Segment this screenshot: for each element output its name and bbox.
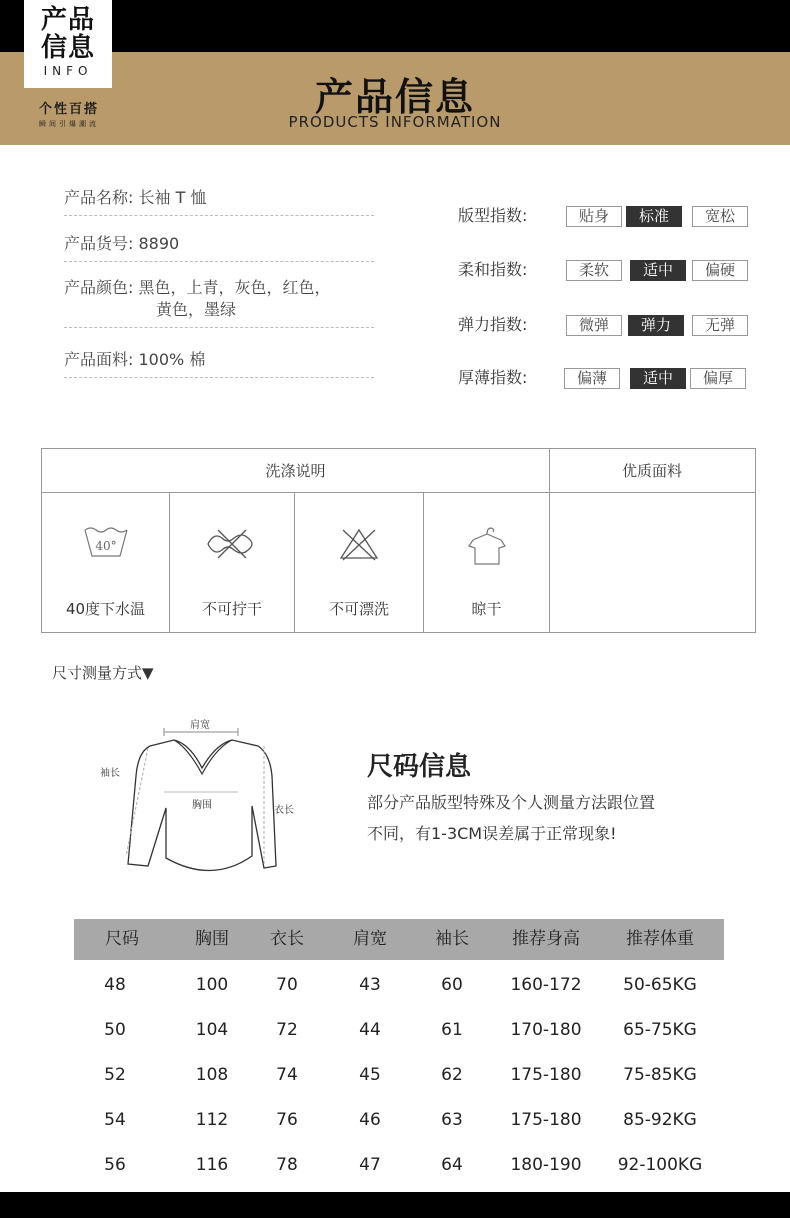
no-bleach-icon: [337, 524, 381, 564]
shirt-diagram: [92, 716, 302, 886]
index-label: 弹力指数:: [458, 315, 528, 334]
product-color-row: [64, 277, 374, 328]
slogan-text: 个性百搭: [38, 102, 99, 117]
size-note-line-1: 部分产品版型特殊及个人测量方法跟位置: [367, 793, 656, 812]
wash-item-label: 40度下水温: [65, 600, 146, 618]
logo-main-2: 信息: [40, 33, 95, 63]
table-cell: 92-100KG: [617, 1155, 703, 1175]
wash-item-label: 不可漂洗: [328, 600, 389, 618]
table-cell: 75-85KG: [623, 1065, 697, 1085]
table-cell: 48: [104, 975, 126, 995]
column-header: 衣长: [270, 929, 304, 949]
table-cell: 65-75KG: [623, 1020, 697, 1040]
diagram-chest-label: 胸围: [192, 800, 212, 811]
table-cell: 72: [276, 1020, 298, 1040]
product-color-value-2: 黄色，墨绿: [156, 300, 237, 319]
table-cell: 60: [441, 975, 463, 995]
index-option: 无弹: [692, 315, 748, 336]
column-header: 袖长: [435, 929, 469, 949]
index-option: 宽松: [692, 206, 748, 227]
table-cell: 170-180: [510, 1020, 582, 1040]
index-label: 版型指数:: [458, 206, 528, 225]
slogan-subtext: 瞬间引爆潮流: [39, 120, 99, 128]
table-cell: 70: [276, 975, 298, 995]
index-row-thickness: [458, 367, 758, 389]
index-option-active: 标准: [626, 206, 682, 227]
table-cell: 112: [195, 1110, 229, 1130]
diagram-shoulder-label: 肩宽: [190, 720, 210, 731]
product-fabric-label: 产品面料:: [64, 350, 134, 369]
table-cell: 50: [104, 1020, 126, 1040]
logo-sub: INFO: [43, 64, 93, 78]
fabric-header: 优质面料: [549, 449, 755, 493]
table-cell: 45: [359, 1065, 381, 1085]
measure-title: 尺寸测量方式▼: [52, 664, 154, 682]
table-cell: 104: [195, 1020, 229, 1040]
table-cell: 44: [359, 1020, 381, 1040]
index-row-softness: [458, 259, 758, 281]
table-cell: 74: [276, 1065, 298, 1085]
wash-temp-text: 40°: [94, 539, 117, 553]
wash-item-temperature: [42, 494, 169, 633]
size-info-title: 尺码信息: [367, 752, 472, 782]
table-cell: 175-180: [510, 1110, 582, 1130]
table-cell: 78: [276, 1155, 298, 1175]
page-title: 产品信息: [314, 75, 475, 119]
table-cell: 180-190: [510, 1155, 582, 1175]
table-cell: 62: [441, 1065, 463, 1085]
product-code-row: [64, 233, 374, 262]
index-label: 厚薄指数:: [458, 368, 528, 387]
table-cell: 64: [441, 1155, 463, 1175]
column-header: 推荐体重: [626, 929, 694, 949]
divider: [549, 449, 550, 632]
washing-header: 洗涤说明: [42, 449, 549, 493]
bottom-bar: [0, 1192, 790, 1218]
product-code-label: 产品货号:: [64, 234, 134, 253]
index-option: 偏厚: [690, 368, 746, 389]
table-cell: 160-172: [510, 975, 582, 995]
wash-item-no-wring: [170, 494, 294, 633]
table-cell: 46: [359, 1110, 381, 1130]
page-subtitle: PRODUCTS INFORMATION: [288, 113, 502, 131]
wash-item-label: 晾干: [471, 600, 502, 618]
index-option-active: 弹力: [628, 315, 684, 336]
table-cell: 175-180: [510, 1065, 582, 1085]
table-cell: 56: [104, 1155, 126, 1175]
table-cell: 108: [195, 1065, 229, 1085]
column-header: 胸围: [195, 929, 229, 949]
product-name-value: 长袖 T 恤: [138, 188, 207, 207]
product-name-row: [64, 187, 374, 216]
product-code-value: 8890: [138, 234, 180, 253]
table-cell: 61: [441, 1020, 463, 1040]
index-row-fit: [458, 205, 758, 227]
diagram-length-label: 衣长: [274, 805, 294, 816]
table-cell: 85-92KG: [623, 1110, 697, 1130]
table-cell: 52: [104, 1065, 126, 1085]
no-wring-icon: [204, 524, 260, 564]
product-fabric-value: 100% 棉: [138, 350, 206, 369]
product-color-label: 产品颜色:: [64, 278, 134, 297]
logo-main-1: 产品: [40, 5, 95, 35]
table-cell: 63: [441, 1110, 463, 1130]
diagram-sleeve-label: 袖长: [100, 768, 120, 779]
wash-40-icon: [81, 524, 131, 564]
index-option: 偏薄: [564, 368, 620, 389]
table-cell: 76: [276, 1110, 298, 1130]
column-header: 推荐身高: [512, 929, 580, 949]
table-cell: 116: [195, 1155, 229, 1175]
product-color-value-1: 黑色，上青，灰色，红色，: [138, 278, 331, 297]
index-option: 柔软: [566, 260, 622, 281]
index-row-elasticity: [458, 314, 758, 336]
washing-table: [41, 448, 756, 633]
product-fabric-row: [64, 349, 374, 378]
wash-item-no-bleach: [295, 494, 423, 633]
index-option-active: 适中: [630, 260, 686, 281]
index-label: 柔和指数:: [458, 260, 528, 279]
index-option: 贴身: [566, 206, 622, 227]
table-cell: 100: [195, 975, 229, 995]
wash-item-label: 不可拧干: [201, 600, 262, 618]
size-note-line-2: 不同，有1-3CM误差属于正常现象!: [367, 824, 617, 843]
table-cell: 43: [359, 975, 381, 995]
column-header: 尺码: [105, 929, 139, 949]
top-bar: [0, 0, 790, 52]
index-option: 偏硬: [692, 260, 748, 281]
product-name-label: 产品名称:: [64, 188, 134, 207]
table-cell: 54: [104, 1110, 126, 1130]
index-option: 微弹: [566, 315, 622, 336]
hang-dry-icon: [465, 524, 509, 568]
wash-item-hang-dry: [424, 494, 549, 633]
index-option-active: 适中: [630, 368, 686, 389]
column-header: 肩宽: [353, 929, 387, 949]
table-cell: 47: [359, 1155, 381, 1175]
table-cell: 50-65KG: [623, 975, 697, 995]
